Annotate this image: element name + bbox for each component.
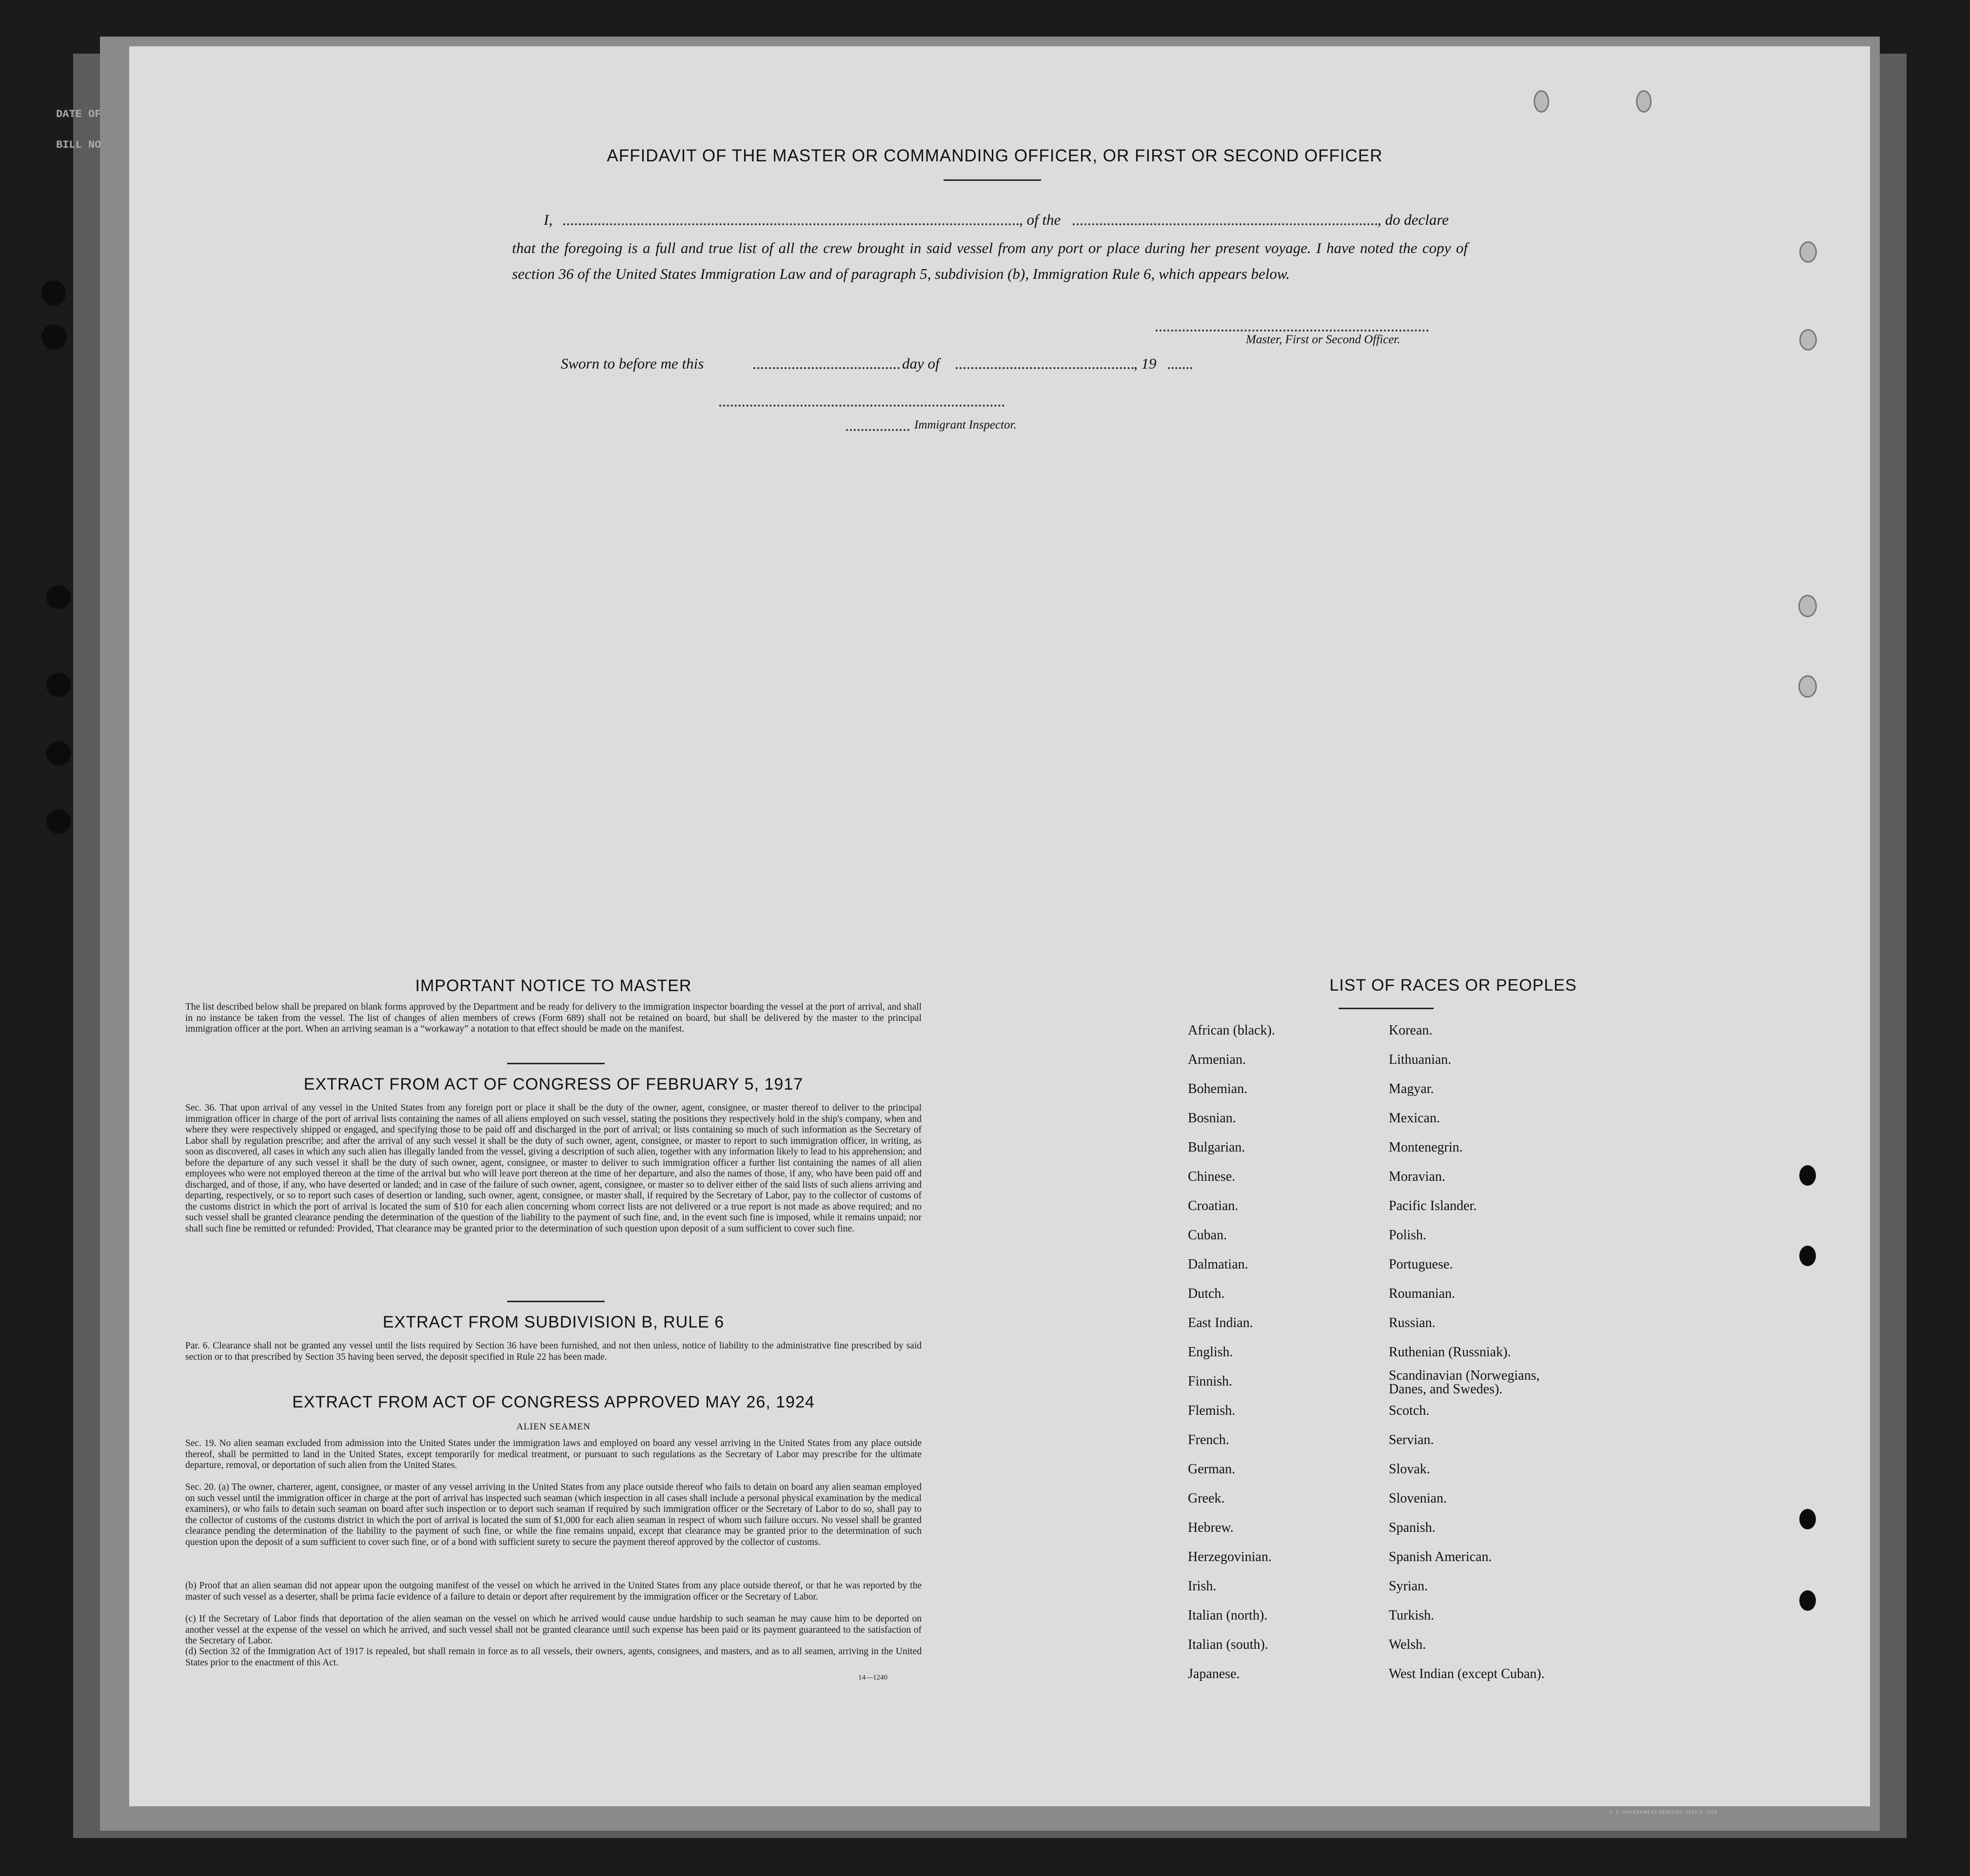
- year-label: , 19: [1134, 355, 1157, 372]
- race-item: Bulgarian.: [1188, 1140, 1245, 1155]
- extract-1924-sec20a: Sec. 20. (a) The owner, charterer, agent, consignee, or master of any vessel arriving in the United States from any place outside thereof who fails to detain on board any alien seaman employed on such vessel until the immigration officer in charge at the port of arrival has inspected such seaman (which inspection in all cases shall include a personal physical examination by the medical examiners), or who fails to detain such seaman on board after such inspection or to deport such seaman if required by such immigration officer or the Secretary of Labor to do so, shall pay to the collector of customs of the customs district in which the port of arrival is located the sum of $1,000 for each alien seaman in respect of whom such failure occurs. No vessel shall be granted clearance pending the determination of the liability to the payment of such fine, or while the fine remains unpaid, except that clearance may be granted prior to the determination of such question upon the deposit of a sum sufficient to cover such fine, or of a bond with sufficient surety to secure the payment thereof approved by the collector of customs.: [185, 1482, 922, 1547]
- extract-rule6-text: Par. 6. Clearance shall not be granted any vessel until the lists required by Section 36 have been furnished, and not then unless, notice of liability to the administrative fine prescribed by said section or to that prescribed by Section 35 having been served, the deposit specified in Rule 22 has been made.: [185, 1341, 922, 1362]
- race-item: Chinese.: [1188, 1169, 1236, 1184]
- race-item: Turkish.: [1389, 1608, 1435, 1623]
- race-item: East Indian.: [1188, 1315, 1253, 1330]
- affidavit-body: that the foregoing is a full and true list of all the crew brought in said vessel from any port or place during her present voyage. I have noted the copy of section 36 of the United States Immigration Law and of paragraph 5, subdivision (b), Immigration Rule 6, which appears below.: [512, 239, 1468, 282]
- race-item: Japanese.: [1188, 1666, 1240, 1681]
- inspector-signature-field: [719, 405, 1005, 407]
- race-item: English.: [1188, 1345, 1233, 1360]
- race-item: Herzegovinian.: [1188, 1549, 1272, 1564]
- section-rule: [507, 1301, 605, 1302]
- race-item: Polish.: [1389, 1228, 1427, 1243]
- do-declare-label: , do declare: [1378, 211, 1449, 228]
- races-title-rule: [1339, 1008, 1434, 1009]
- race-item: Spanish.: [1389, 1520, 1436, 1535]
- notice-text: The list described below shall be prepared on blank forms approved by the Department and be ready for delivery to the immigration inspector boarding the vessel at the port of arrival, and shall in no instance be taken from the vessel. The list of changes of alien members of crews (Form 689) shall not be retained on board, but shall be delivered by the master to the principal immigration officer at the port. When an arriving seaman is a “workaway” a notation to that effect should be made on the manifest.: [185, 1002, 922, 1034]
- binder-hole: [1534, 90, 1549, 113]
- sworn-year-field: [1168, 367, 1192, 369]
- race-item: German.: [1188, 1462, 1236, 1477]
- binder-hole: [1799, 1246, 1816, 1266]
- race-item: Scandinavian (Norwegians, Danes, and Swedes).: [1389, 1368, 1540, 1397]
- race-item: Lithuanian.: [1389, 1052, 1452, 1067]
- inspector-label: Immigrant Inspector.: [914, 418, 1017, 431]
- races-title: LIST OF RACES OR PEOPLES: [1329, 976, 1577, 995]
- binder-hole: [1799, 1165, 1816, 1186]
- day-of-label: day of: [902, 355, 940, 372]
- race-item: Roumanian.: [1389, 1286, 1456, 1301]
- race-item: Pacific Islander.: [1389, 1198, 1477, 1213]
- race-item: Korean.: [1389, 1023, 1433, 1038]
- declarant-name-field: [563, 223, 1019, 225]
- race-item: Greek.: [1188, 1491, 1225, 1506]
- title-rule: [944, 179, 1041, 181]
- race-item: Dalmatian.: [1188, 1257, 1248, 1272]
- race-item: Croatian.: [1188, 1198, 1239, 1213]
- extract-1917-text: Sec. 36. That upon arrival of any vessel in the United States from any foreign port or place it shall be the duty of the owner, agent, consignee, or master thereof to deliver to the principal immigration officer in charge of the port of arrival lists containing the names of all aliens employed on such vessel, stating the positions they respectively hold in the ship's company, when and where they were respectively shipped or engaged, and specifying those to be paid off and discharged in the port of arrival; or lists containing so much of such information as the Secretary of Labor shall by regulation prescribe; and after the arrival of any such vessel it shall be the duty of such owner, agent, consignee, or master to report to such immigration officer, in writing, as soon as discovered, all cases in which any such alien has illegally landed from the vessel, giving a description of such alien, together with any information likely to lead to his apprehension; and before the departure of any such vessel it shall be the duty of such owner, agent, consignee, or master to deliver to such immigration officer a further list containing the names of all alien employees who were not employed thereon at the time of the arrival but who will leave port thereon at the time of her departure, and also the names of those, if any, who have been paid off and discharged, and of those, if any, who have deserted or landed; and in case of the failure of such owner, agent, consignee, or master so to deliver either of the said lists of such aliens arriving and departing, respectively, or so to report such cases of desertion or landing, such owner, agent, consignee, or master shall, if required by the Secretary of Labor, pay to the collector of customs of the customs district in which the port of arrival is located the sum of $10 for each alien concerning whom correct lists are not delivered or a true report is not made as above required; and no such vessel shall be granted clearance pending the determination of the question of the liability to the payment of such fine, and, in the event such fine is imposed, while it remains unpaid; nor shall such fine be remitted or refunded: Provided, That clearance may be granted prior to the determination of such question upon deposit of a sum sufficient to cover such fine.: [185, 1103, 922, 1234]
- race-item: Dutch.: [1188, 1286, 1225, 1301]
- sworn-day-field: [753, 367, 900, 369]
- race-item: Italian (north).: [1188, 1608, 1268, 1623]
- notice-title: IMPORTANT NOTICE TO MASTER: [415, 977, 692, 995]
- extract-rule6-title: EXTRACT FROM SUBDIVISION B, RULE 6: [382, 1313, 725, 1331]
- vessel-name-field: [1073, 223, 1378, 225]
- race-item: Montenegrin.: [1389, 1140, 1463, 1155]
- extract-1924-sec20c: (c) If the Secretary of Labor finds that deportation of the alien seaman on the vessel on which he arrived would cause undue hardship to such seaman he may cause him to be deported on another vessel at the expense of the vessel on which he arrived, and such vessel shall not be granted clearance until such expense has been paid or its payment guaranteed to the satisfaction of the Secretary of Labor.: [185, 1614, 922, 1646]
- race-item: Portuguese.: [1389, 1257, 1453, 1272]
- race-item: Italian (south).: [1188, 1637, 1268, 1652]
- binder-hole: [41, 280, 66, 306]
- binder-hole: [41, 324, 67, 350]
- race-item: Armenian.: [1188, 1052, 1246, 1067]
- race-item: Cuban.: [1188, 1228, 1227, 1243]
- race-item: Flemish.: [1188, 1403, 1236, 1418]
- race-item: Scotch.: [1389, 1403, 1430, 1418]
- sworn-label: Sworn to before me this: [561, 355, 704, 372]
- race-item: Bosnian.: [1188, 1111, 1236, 1126]
- race-item: African (black).: [1188, 1023, 1275, 1038]
- binder-hole: [1636, 90, 1652, 113]
- binder-hole: [1798, 595, 1817, 617]
- race-item: Moravian.: [1389, 1169, 1445, 1184]
- binder-hole: [1799, 1590, 1816, 1611]
- extract-1924-sec20b: (b) Proof that an alien seaman did not appear upon the outgoing manifest of the vessel on which he arrived in the United States from any place outside thereof, or that he was reported by the master of such vessel as a deserter, shall be prima facie evidence of a failure to detain or deport after requirement by the immigration officer or the Secretary of Labor.: [185, 1581, 922, 1602]
- declarant-prefix: I,: [544, 211, 553, 228]
- extract-1917-title: EXTRACT FROM ACT OF CONGRESS OF FEBRUARY 5, 1917: [303, 1075, 804, 1094]
- race-item: Irish.: [1188, 1579, 1217, 1594]
- race-item: West Indian (except Cuban).: [1389, 1666, 1545, 1681]
- form-number: 14—1240: [858, 1674, 887, 1681]
- affidavit-title: AFFIDAVIT OF THE MASTER OR COMMANDING OFFICER, OR FIRST OR SECOND OFFICER: [607, 146, 1383, 165]
- binder-hole: [46, 741, 71, 765]
- alien-seamen-subtitle: ALIEN SEAMEN: [516, 1422, 591, 1432]
- extract-1924-sec20d: (d) Section 32 of the Immigration Act of 1917 is repealed, but shall remain in force as to all vessels, their owners, agents, consignees, and masters, and as to all seamen, arriving in the United States prior to the enactment of this Act.: [185, 1646, 922, 1668]
- binder-hole: [46, 585, 71, 609]
- race-item: Finnish.: [1188, 1374, 1233, 1389]
- binder-hole: [46, 673, 71, 697]
- race-item: Magyar.: [1389, 1081, 1434, 1096]
- race-item: Syrian.: [1389, 1579, 1428, 1594]
- race-item: French.: [1188, 1432, 1229, 1447]
- race-item: Servian.: [1389, 1432, 1434, 1447]
- binder-hole: [1799, 1509, 1816, 1529]
- binder-hole: [1799, 329, 1817, 351]
- of-the-label: , of the: [1019, 211, 1061, 228]
- sworn-month-field: [956, 367, 1134, 369]
- binder-hole: [46, 809, 71, 834]
- race-item: Bohemian.: [1188, 1081, 1248, 1096]
- race-item: Russian.: [1389, 1315, 1436, 1330]
- race-item: Ruthenian (Russniak).: [1389, 1345, 1511, 1360]
- race-item: Slovak.: [1389, 1462, 1430, 1477]
- master-signature-label: Master, First or Second Officer.: [1246, 333, 1400, 346]
- race-item: Welsh.: [1389, 1637, 1426, 1652]
- printer-line: U. S. GOVERNMENT PRINTING OFFICE: 1924: [1609, 1810, 1717, 1815]
- race-item: Hebrew.: [1188, 1520, 1234, 1535]
- race-item: Slovenian.: [1389, 1491, 1447, 1506]
- race-item: Spanish American.: [1389, 1549, 1492, 1564]
- extract-1924-sec19: Sec. 19. No alien seaman excluded from admission into the United States under the immigration laws and employed on board any vessel arriving in the United States from any place outside thereof, shall be permitted to land in the United States, except temporarily for medical treatment, or pursuant to such regulations as the Secretary of Labor may prescribe for the ultimate departure, removal, or deportation of such alien from the United States.: [185, 1438, 922, 1470]
- inspector-prefix-field: [846, 429, 909, 431]
- race-item: Mexican.: [1389, 1111, 1440, 1126]
- section-rule: [507, 1063, 605, 1064]
- binder-hole: [1799, 241, 1817, 263]
- margin-label-date: DATE OF: [56, 108, 101, 120]
- binder-hole: [1798, 675, 1817, 698]
- master-signature-field: [1156, 330, 1429, 332]
- margin-label-bill: BILL NO: [56, 139, 101, 151]
- extract-1924-title: EXTRACT FROM ACT OF CONGRESS APPROVED MAY 26, 1924: [292, 1393, 815, 1411]
